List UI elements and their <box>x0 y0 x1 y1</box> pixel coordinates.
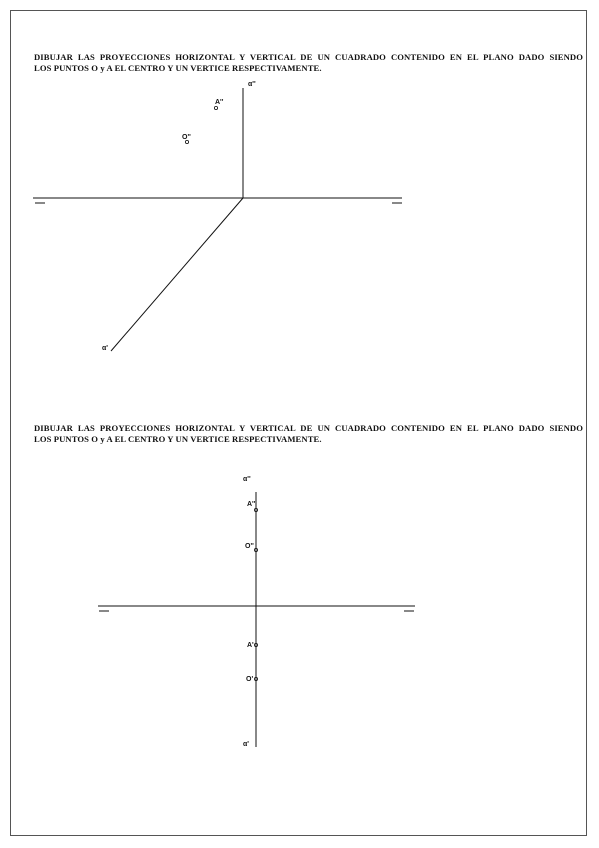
exercise-2-diagram <box>98 492 415 747</box>
exercise-1-diagram <box>33 88 402 351</box>
exercise-2-statement-line-2: LOS PUNTOS O y A EL CENTRO Y UN VERTICE RESPECTIVAMENTE. <box>34 434 322 444</box>
point-a-vertical-1 <box>214 106 217 109</box>
exercise-1-statement-line-2: LOS PUNTOS O y A EL CENTRO Y UN VERTICE RESPECTIVAMENTE. <box>34 63 322 73</box>
horizontal-trace-1 <box>111 198 243 351</box>
label-o-horizontal-2: O' <box>246 676 254 683</box>
exercise-2-statement-line-1: DIBUJAR LAS PROYECCIONES HORIZONTAL Y VERTICAL DE UN CUADRADO CONTENIDO EN EL PLANO DADO SIENDO <box>34 423 583 433</box>
label-alpha-horizontal-1: α' <box>102 345 108 352</box>
exercise-1-statement-line-1: DIBUJAR LAS PROYECCIONES HORIZONTAL Y VERTICAL DE UN CUADRADO CONTENIDO EN EL PLANO DADO SIENDO <box>34 52 583 62</box>
label-a-vertical-2: A'' <box>247 501 256 508</box>
label-o-vertical-2: O'' <box>245 543 254 550</box>
label-alpha-horizontal-2: α' <box>243 741 249 748</box>
label-alpha-vertical-2: α'' <box>243 476 251 483</box>
label-o-vertical-1: O'' <box>182 134 191 141</box>
label-alpha-vertical-1: α'' <box>248 81 256 88</box>
label-a-vertical-1: A'' <box>215 99 224 106</box>
label-a-horizontal-2: A' <box>247 642 254 649</box>
